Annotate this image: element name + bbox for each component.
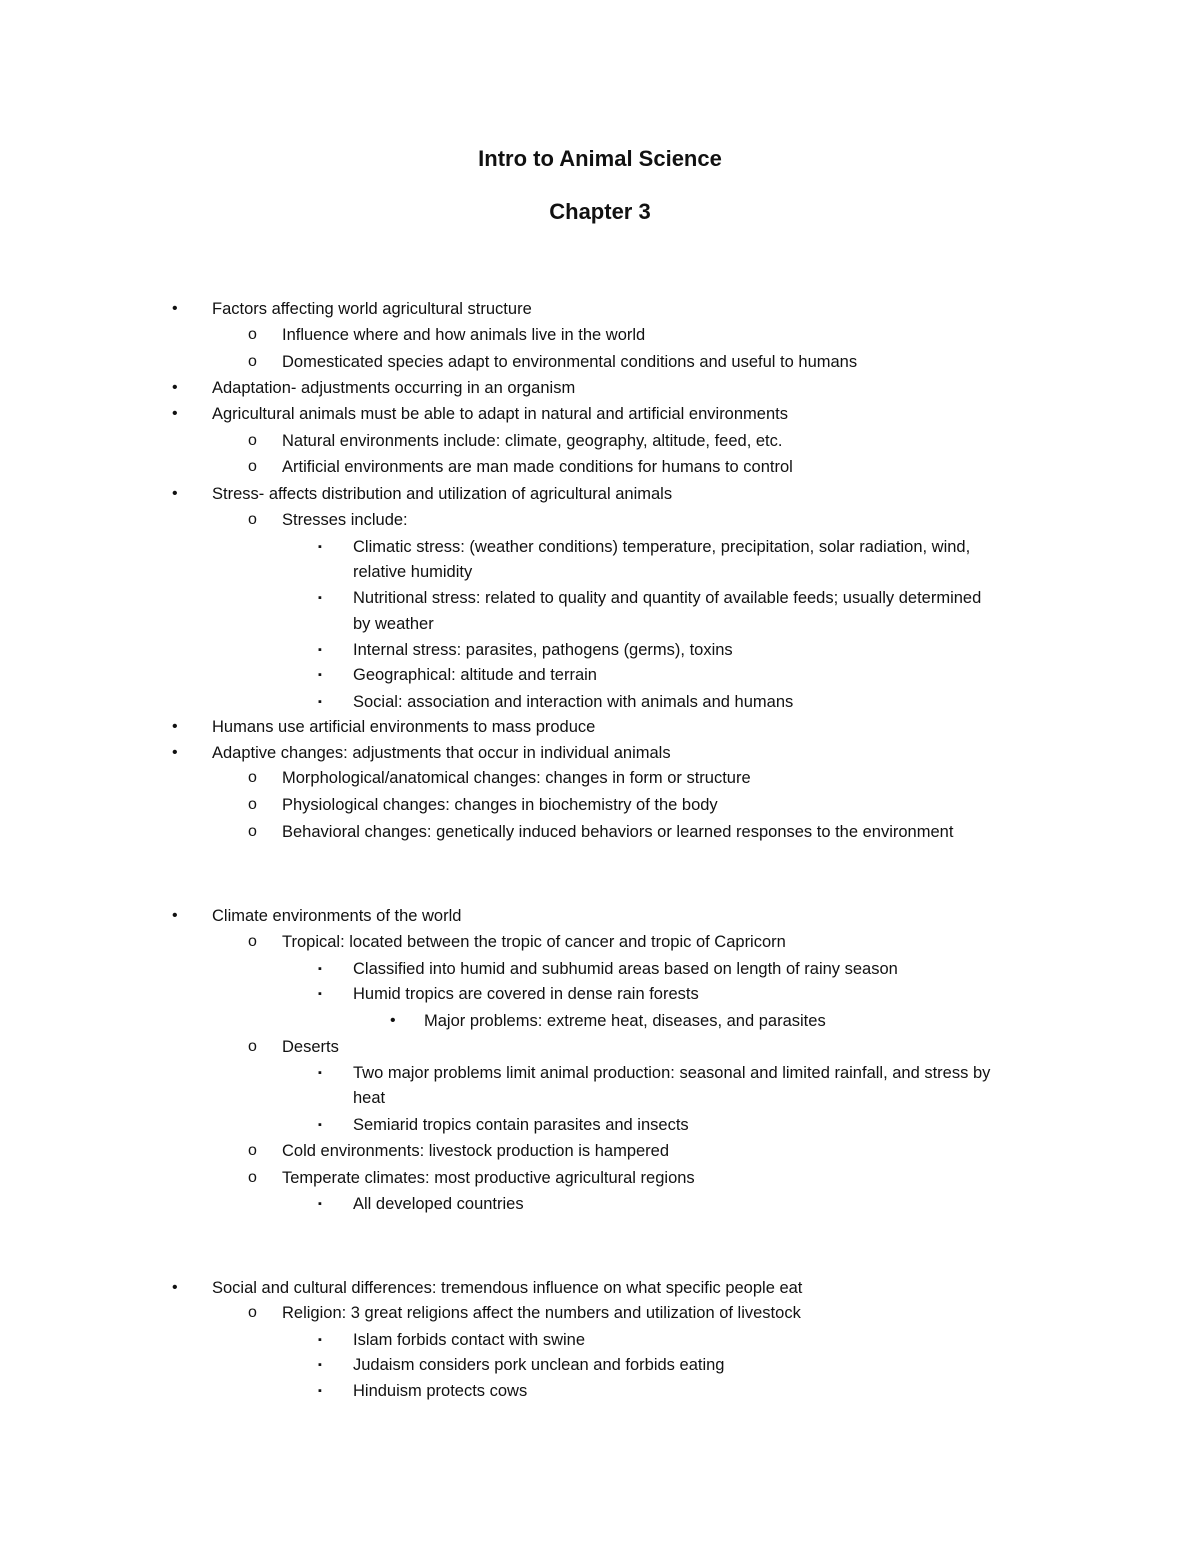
outline-text: Major problems: extreme heat, diseases, and parasites bbox=[424, 1012, 826, 1030]
outline-text: Islam forbids contact with swine bbox=[353, 1331, 586, 1349]
outline-text: Classified into humid and subhumid areas based on length of rainy season bbox=[353, 960, 898, 978]
bullet-marker: ▪ bbox=[318, 1385, 322, 1397]
chapter-heading: Chapter 3 bbox=[549, 199, 651, 224]
outline-text: Artificial environments are man made conditions for humans to control bbox=[282, 458, 793, 476]
outline-text: Morphological/anatomical changes: changes in form or structure bbox=[282, 769, 751, 787]
bullet-marker: • bbox=[172, 300, 178, 317]
bullet-marker: o bbox=[248, 1038, 257, 1055]
bullet-marker: o bbox=[248, 353, 257, 370]
bullet-marker: o bbox=[248, 432, 257, 449]
outline-text: Influence where and how animals live in the world bbox=[282, 326, 646, 344]
bullet-marker: • bbox=[172, 1279, 178, 1296]
bullet-marker: o bbox=[248, 1142, 257, 1159]
outline-text: Cold environments: livestock production is hampered bbox=[282, 1142, 670, 1160]
bullet-marker: • bbox=[172, 744, 178, 761]
bullet-marker: ▪ bbox=[318, 988, 322, 1000]
outline-text: by weather bbox=[353, 615, 434, 633]
outline-text: Domesticated species adapt to environmental conditions and useful to humans bbox=[282, 353, 858, 371]
outline-text: Physiological changes: changes in biochemistry of the body bbox=[282, 796, 718, 814]
document-title: Intro to Animal Science bbox=[478, 146, 722, 171]
outline-text: Humid tropics are covered in dense rain forests bbox=[353, 985, 699, 1003]
bullet-marker: • bbox=[172, 907, 178, 924]
bullet-marker: o bbox=[248, 1169, 257, 1186]
outline-text: All developed countries bbox=[353, 1195, 524, 1213]
bullet-marker: o bbox=[248, 326, 257, 343]
outline-text: Semiarid tropics contain parasites and insects bbox=[353, 1116, 689, 1134]
outline-text: Factors affecting world agricultural structure bbox=[212, 300, 532, 318]
bullet-marker: • bbox=[390, 1012, 396, 1029]
outline-text: Deserts bbox=[282, 1038, 339, 1056]
bullet-marker: ▪ bbox=[318, 1067, 322, 1079]
outline-text: Agricultural animals must be able to adapt in natural and artificial environments bbox=[212, 405, 788, 423]
outline-text: Adaptive changes: adjustments that occur in individual animals bbox=[212, 744, 671, 762]
outline-text: Adaptation- adjustments occurring in an organism bbox=[212, 379, 576, 397]
bullet-marker: o bbox=[248, 823, 257, 840]
bullet-marker: ▪ bbox=[318, 1359, 322, 1371]
outline-text: Stresses include: bbox=[282, 511, 408, 529]
bullet-marker: ▪ bbox=[318, 1119, 322, 1131]
outline-text: Climate environments of the world bbox=[212, 907, 462, 925]
bullet-marker: ▪ bbox=[318, 696, 322, 708]
bullet-marker: • bbox=[172, 485, 178, 502]
outline-text: Climatic stress: (weather conditions) temperature, precipitation, solar radiation, wind, bbox=[353, 538, 971, 556]
outline-text: Judaism considers pork unclean and forbids eating bbox=[353, 1356, 725, 1374]
bullet-marker: ▪ bbox=[318, 592, 322, 604]
bullet-marker: • bbox=[172, 379, 178, 396]
outline-text: Social and cultural differences: tremendous influence on what specific people eat bbox=[212, 1279, 803, 1297]
outline-text: Hinduism protects cows bbox=[353, 1382, 528, 1400]
bullet-marker: ▪ bbox=[318, 644, 322, 656]
bullet-marker: o bbox=[248, 796, 257, 813]
bullet-marker: • bbox=[172, 718, 178, 735]
outline-text: Stress- affects distribution and utilization of agricultural animals bbox=[212, 485, 673, 503]
outline-text: Internal stress: parasites, pathogens (germs), toxins bbox=[353, 641, 733, 659]
outline-text: Nutritional stress: related to quality and quantity of available feeds; usually determined bbox=[353, 589, 982, 607]
bullet-marker: o bbox=[248, 511, 257, 528]
bullet-marker: ▪ bbox=[318, 1198, 322, 1210]
outline-text: Religion: 3 great religions affect the numbers and utilization of livestock bbox=[282, 1304, 801, 1322]
outline-text: Two major problems limit animal production: seasonal and limited rainfall, and stress by bbox=[353, 1064, 991, 1082]
bullet-marker: o bbox=[248, 769, 257, 786]
bullet-marker: o bbox=[248, 1304, 257, 1321]
bullet-marker: ▪ bbox=[318, 669, 322, 681]
bullet-marker: o bbox=[248, 933, 257, 950]
outline-text: Temperate climates: most productive agricultural regions bbox=[282, 1169, 695, 1187]
outline-text: relative humidity bbox=[353, 563, 473, 581]
outline-text: heat bbox=[353, 1089, 386, 1107]
bullet-marker: o bbox=[248, 458, 257, 475]
outline-text: Humans use artificial environments to mass produce bbox=[212, 718, 596, 736]
outline-text: Natural environments include: climate, geography, altitude, feed, etc. bbox=[282, 432, 783, 450]
bullet-marker: ▪ bbox=[318, 1334, 322, 1346]
outline-text: Tropical: located between the tropic of cancer and tropic of Capricorn bbox=[282, 933, 786, 951]
bullet-marker: ▪ bbox=[318, 963, 322, 975]
outline-text: Social: association and interaction with animals and humans bbox=[353, 693, 794, 711]
bullet-marker: ▪ bbox=[318, 541, 322, 553]
outline-text: Behavioral changes: genetically induced behaviors or learned responses to the environment bbox=[282, 823, 954, 841]
bullet-marker: • bbox=[172, 405, 178, 422]
outline-text: Geographical: altitude and terrain bbox=[353, 666, 597, 684]
